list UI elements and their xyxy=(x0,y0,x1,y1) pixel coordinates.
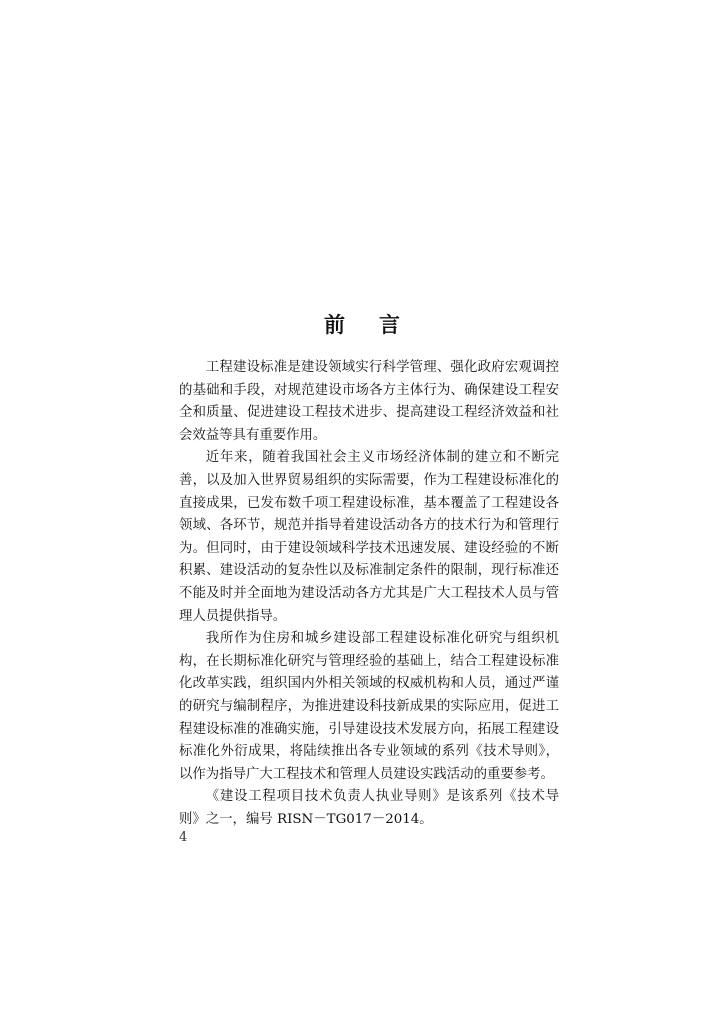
body-text xyxy=(179,357,559,831)
page-number: 4 xyxy=(179,830,188,845)
paragraph-4: 《建设工程项目技术负责人执业导则》是该系列《技术导则》之一，编号 RISN－TG017－2014。 xyxy=(179,789,559,827)
paragraph-3: 我所作为住房和城乡建设部工程建设标准化研究与组织机构，在长期标准化研究与管理经验的基础上，结合工程建设标准化改革实践，组织国内外相关领域的权威机构和人员，通过严谨的研究与编制程序，为推进建设科技新成果的实际应用，促进工程建设标准的准确实施，引导建设技术发展方向，拓展工程建设标准化外衍成果，将陆续推出各专业领域的系列《技术导则》，以作为指导广大工程技术和管理人员建设实践活动的重要参考。 xyxy=(179,631,559,782)
page-title: 前言 xyxy=(324,312,434,337)
paragraph-1: 工程建设标准是建设领域实行科学管理、强化政府宏观调控的基础和手段，对规范建设市场各方主体行为、确保建设工程安全和质量、促进建设工程技术进步、提高建设工程经济效益和社会效益等具有重要作用。 xyxy=(179,360,559,443)
paragraph-2: 近年来，随着我国社会主义市场经济体制的建立和不断完善，以及加入世界贸易组织的实际需要，作为工程建设标准化的直接成果，已发布数千项工程建设标准，基本覆盖了工程建设各领域、各环节，规范并指导着建设活动各方的技术行为和管理行为。但同时，由于建设领域科学技术迅速发展、建设经验的不断积累、建设活动的复杂性以及标准制定条件的限制，现行标准还不能及时并全面地为建设活动各方尤其是广大工程技术人员与管理人员提供指导。 xyxy=(179,450,559,624)
